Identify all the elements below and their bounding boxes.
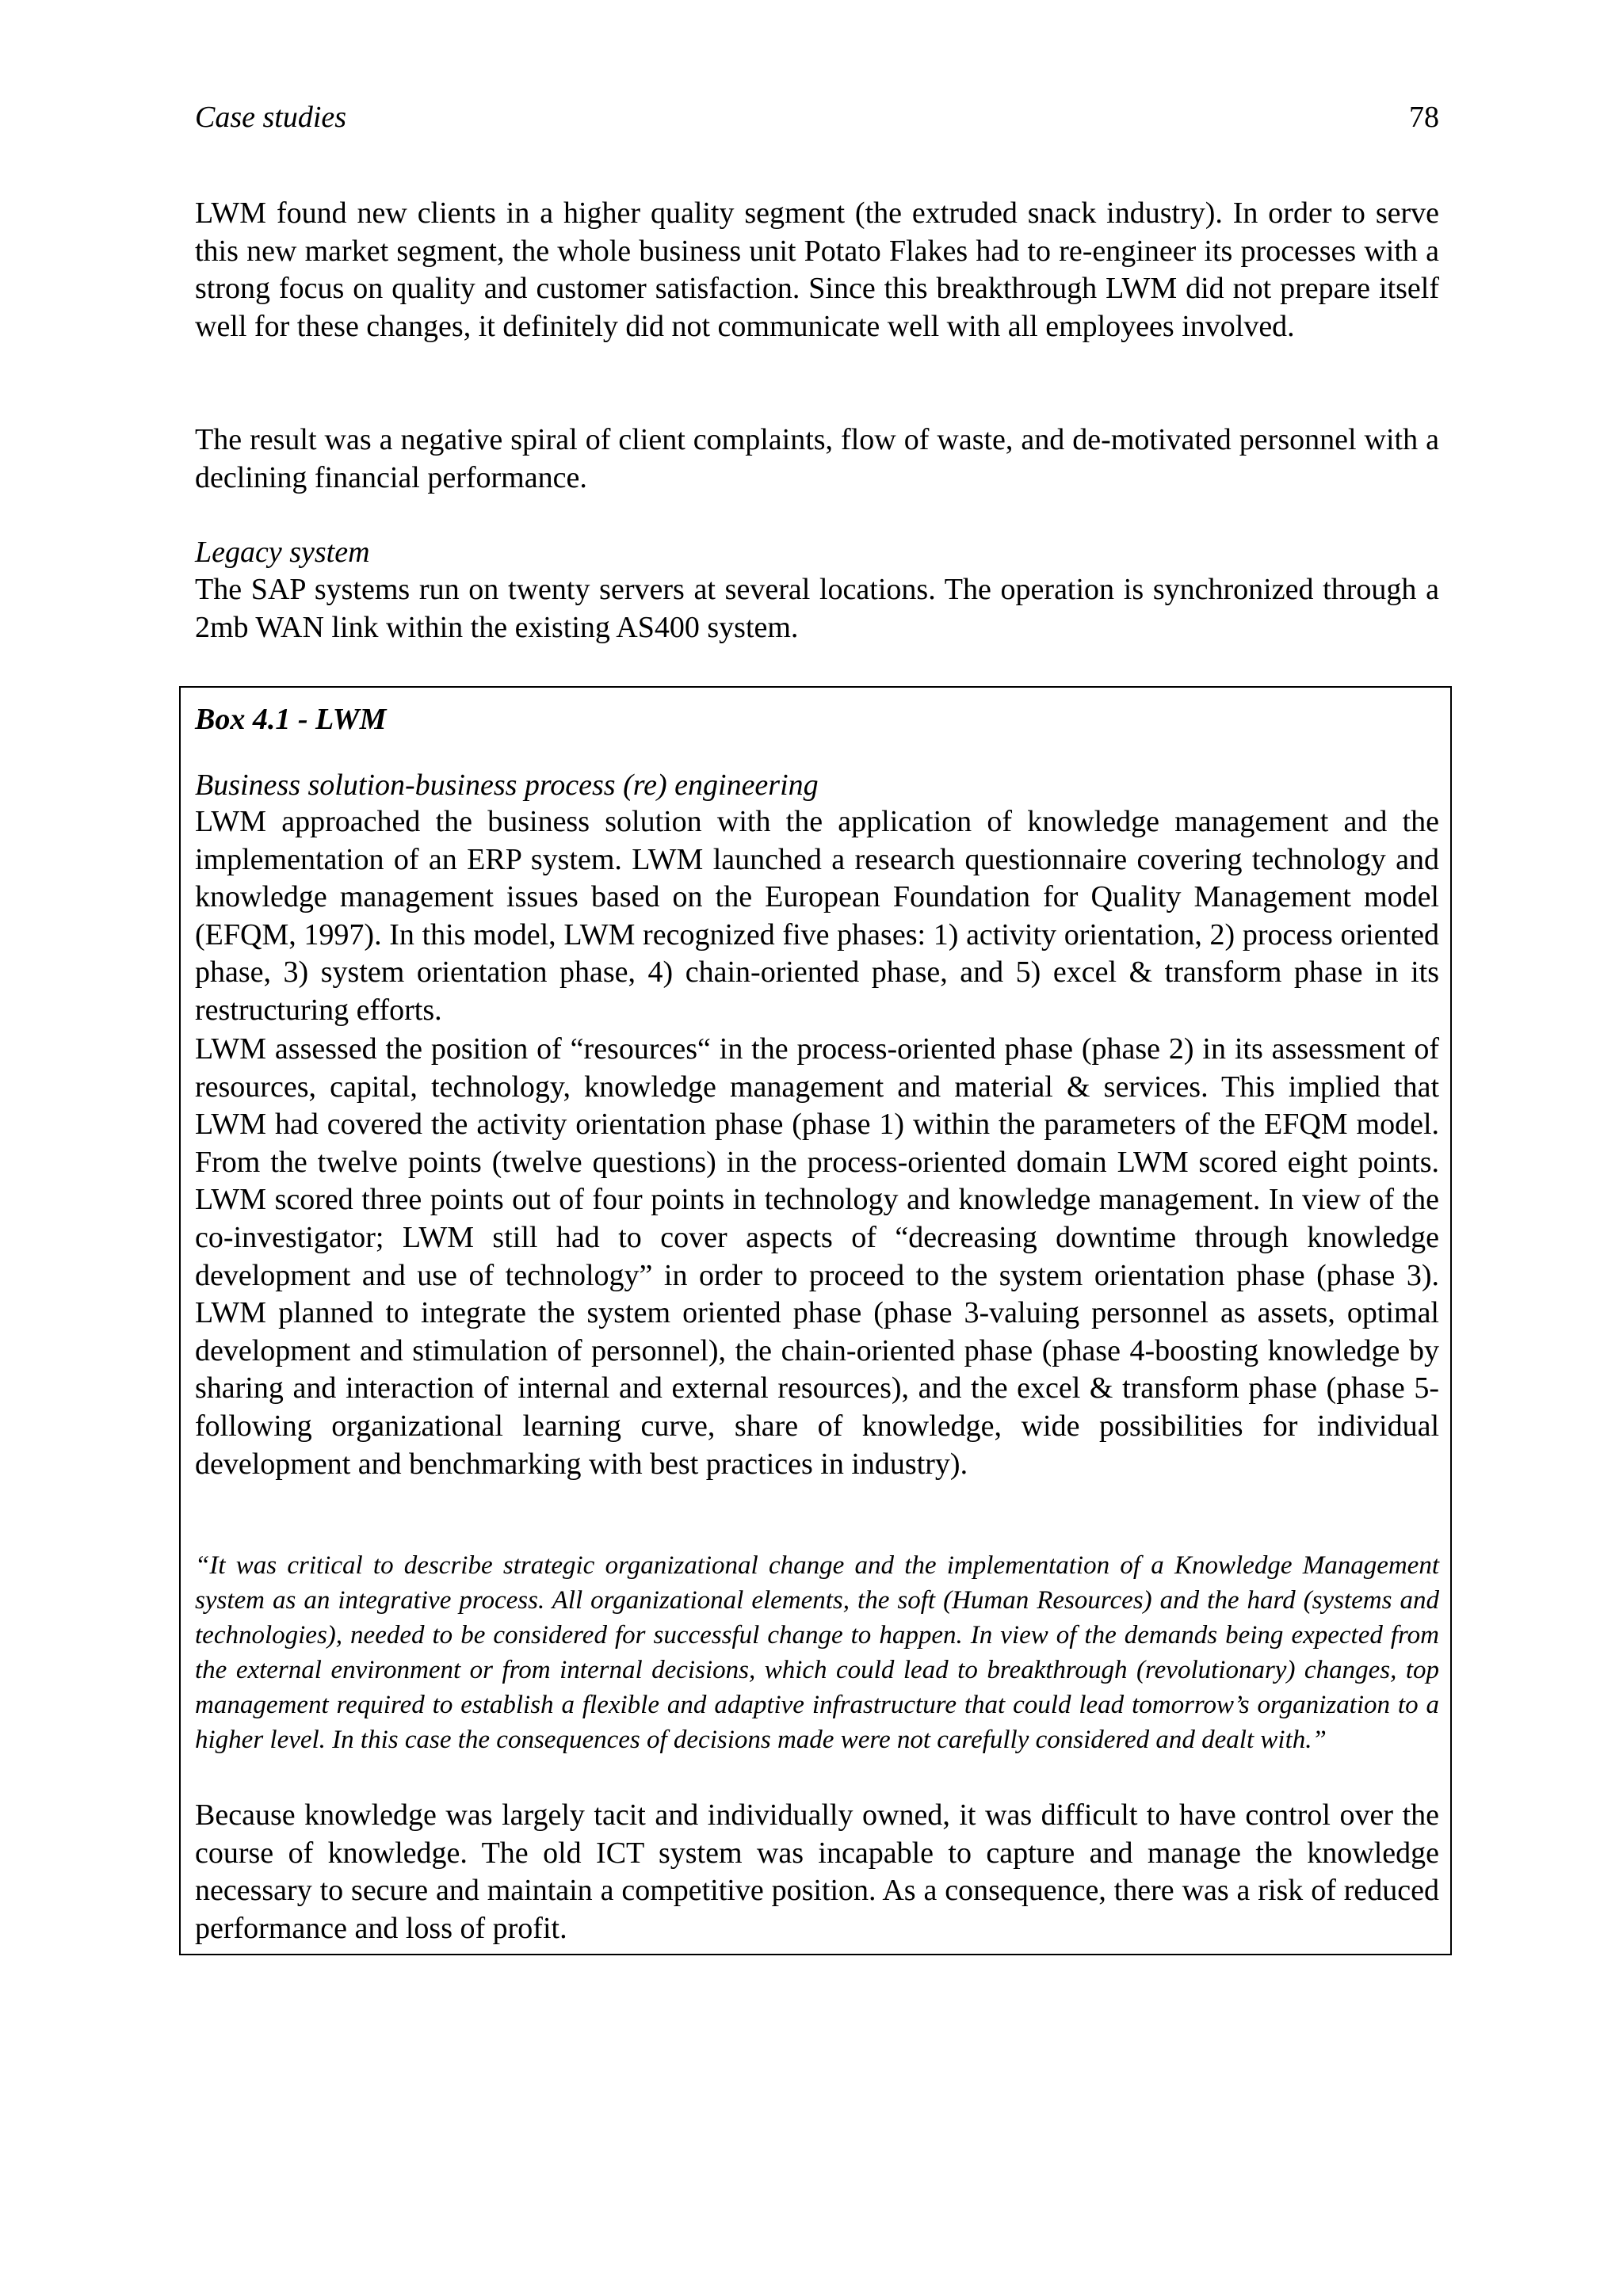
box-quote: “It was critical to describe strategic organizational change and the implementation of a Knowledge Management system as an integrative process. All organizational elements, the soft (Human Resources) and the hard (systems and technologies), needed to be considered for successful change to happen. In view of the demands being expected from the external environment or from internal decisions, which could lead to breakthrough (revolutionary) changes, top management required to establish a flexible and adaptive infrastructure that could lead tomorrow’s organization to a higher level. In this case the consequences of decisions made were not carefully considered and dealt with.”	[195, 1551, 1439, 1754]
paragraph-negative-spiral: The result was a negative spiral of client complaints, flow of waste, and de-motivated personnel with a declining financial performance.	[195, 423, 1439, 494]
box-subtitle: Business solution-business process (re) engineering	[195, 769, 819, 802]
box-4-1	[179, 686, 1452, 1955]
box-paragraph-tacit-knowledge: Because knowledge was largely tacit and individually owned, it was difficult to have control over the course of knowledge. The old ICT system was incapable to capture and manage the knowledge necessary to secure and maintain a competitive position. As a consequence, there was a risk of reduced performance and loss of profit.	[195, 1798, 1439, 1945]
paragraph-sap-systems: The SAP systems run on twenty servers at several locations. The operation is synchronized through a 2mb WAN link within the existing AS400 system.	[195, 573, 1439, 644]
box-title: Box 4.1 - LWM	[195, 703, 387, 736]
box-paragraph-resources-assessment: LWM assessed the position of “resources“ in the process-oriented phase (phase 2) in its assessment of resources, capital, technology, knowledge management and material & services. This implied that LWM had covered the activity orientation phase (phase 1) within the parameters of the EFQM model. From the twelve points (twelve questions) in the process-oriented domain LWM scored eight points. LWM scored three points out of four points in technology and knowledge management. In view of the co-investigator; LWM still had to cover aspects of “decreasing downtime through knowledge development and use of technology” in order to proceed to the system orientation phase (phase 3). LWM planned to integrate the system oriented phase (phase 3-valuing personnel as assets, optimal development and stimulation of personnel), the chain-oriented phase (phase 4-boosting knowledge by sharing and interaction of internal and external resources), and the excel & transform phase (phase 5-following organizational learning curve, share of knowledge, wide possibilities for individual development and benchmarking with best practices in industry).	[195, 1032, 1439, 1481]
paragraph-new-clients: LWM found new clients in a higher quality segment (the extruded snack industry). In order to serve this new market segment, the whole business unit Potato Flakes had to re-engineer its processes with a strong focus on quality and customer satisfaction. Since this breakthrough LWM did not prepare itself well for these changes, it definitely did not communicate well with all employees involved.	[195, 196, 1439, 343]
page-number: 78	[1409, 101, 1439, 134]
section-title: Case studies	[195, 101, 347, 134]
running-header	[195, 95, 1439, 139]
legacy-system-heading: Legacy system	[195, 536, 370, 569]
box-paragraph-business-solution: LWM approached the business solution with the application of knowledge management and the implementation of an ERP system. LWM launched a research questionnaire covering technology and knowledge management issues based on the European Foundation for Quality Management model (EFQM, 1997). In this model, LWM recognized five phases: 1) activity orientation, 2) process oriented phase, 3) system orientation phase, 4) chain-oriented phase, and 5) excel & transform phase in its restructuring efforts.	[195, 805, 1439, 1027]
